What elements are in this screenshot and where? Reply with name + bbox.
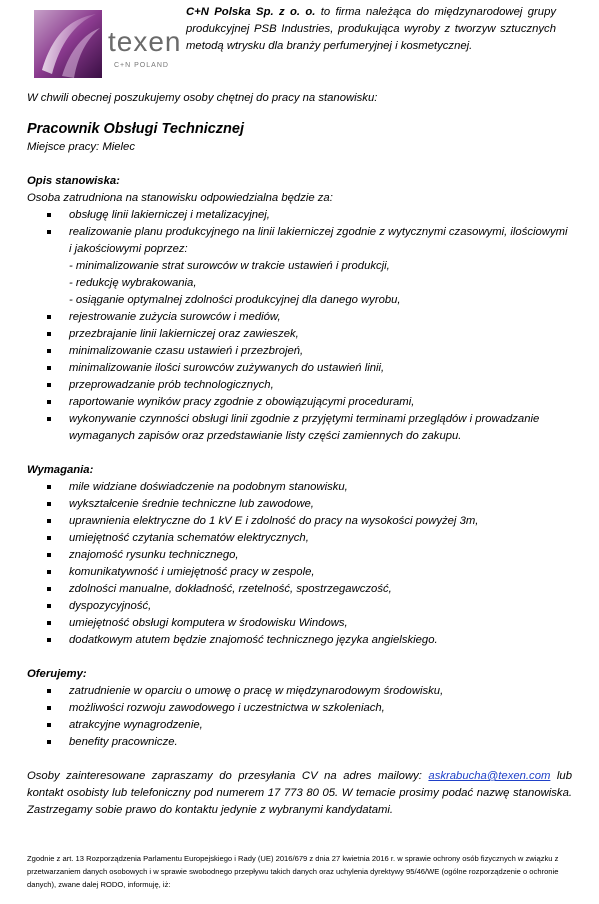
list-item — [27, 717, 572, 734]
bullet-icon — [47, 740, 51, 744]
list-item-text: zatrudnienie w oparciu o umowę o pracę w międzynarodowym środowisku, — [69, 685, 444, 697]
job-title: Pracownik Obsługi Technicznej — [27, 121, 245, 137]
list-item — [27, 700, 572, 717]
list-item — [27, 360, 572, 377]
bullet-icon — [47, 315, 51, 319]
list-item-text: mile widziane doświadczenie na podobnym stanowisku, — [69, 481, 348, 493]
list-item — [27, 564, 572, 581]
logo-wordmark: texen — [108, 26, 182, 57]
gdpr-footer: Zgodnie z art. 13 Rozporządzenia Parlamentu Europejskiego i Rady (UE) 2016/679 z dnia 27 kwietnia 2016 r. w sprawie ochrony osób fizycznych w związku z przetwarzaniem danych osobowych i w sprawie swobodnego przepływu takich danych oraz uchylenia dyrektywy 95/46/WE (ogólne rozporządzenie o ochronie danych), zwane dalej RODO, informuję, iż: — [27, 854, 559, 889]
bullet-icon — [47, 519, 51, 523]
list-subitem: - osiąganie optymalnej zdolności produkcyjnej dla danego wyrobu, — [69, 294, 401, 306]
list-item-text: wykonywanie czynności obsługi linii zgodnie z przyjętymi terminami przeglądów i prowadzanie wymaganych zapisów oraz przedstawianie listy części zamiennych do zakupu. — [69, 413, 540, 442]
description-list — [27, 207, 572, 445]
bullet-icon — [47, 621, 51, 625]
list-item-text: zdolności manualne, dokładność, rzetelność, spostrzegawczość, — [69, 583, 392, 595]
list-item — [27, 632, 572, 649]
list-item — [27, 530, 572, 547]
contact-text-after: lub kontakt osobisty lub telefoniczny pod numerem 17 773 80 05. W temacie prosimy podać nazwę stanowiska. Zastrzegamy sobie prawo do kontaktu jedynie z wybranymi kandydatami. — [27, 770, 572, 816]
offer-list — [27, 683, 572, 751]
list-item — [27, 207, 572, 224]
bullet-icon — [47, 366, 51, 370]
list-item-text: raportowanie wyników pracy zgodnie z obowiązującymi procedurami, — [69, 396, 415, 408]
list-item-text: dodatkowym atutem będzie znajomość technicznego języka angielskiego. — [69, 634, 438, 646]
bullet-icon — [47, 723, 51, 727]
list-item — [27, 615, 572, 632]
logo-swoosh-icon — [34, 10, 102, 78]
logo-subtext: C+N POLAND — [114, 62, 169, 69]
bullet-icon — [47, 553, 51, 557]
company-intro — [186, 4, 556, 55]
list-item-text: rejestrowanie zużycia surowców i mediów, — [69, 311, 281, 323]
bullet-icon — [47, 587, 51, 591]
contact-email-link[interactable]: askrabucha@texen.com — [428, 770, 551, 782]
list-item — [27, 309, 572, 326]
list-item — [27, 394, 572, 411]
texen-logo — [34, 10, 182, 78]
list-item-text: benefity pracownicze. — [69, 736, 178, 748]
requirements-list — [27, 479, 572, 649]
contact-text-before: Osoby zainteresowane zapraszamy do przesyłania CV na adres mailowy: — [27, 770, 429, 782]
contact-paragraph — [27, 768, 572, 819]
list-item-text: umiejętność czytania schematów elektrycznych, — [69, 532, 309, 544]
list-item — [27, 598, 572, 615]
list-item-text: wykształcenie średnie techniczne lub zawodowe, — [69, 498, 314, 510]
list-item-text: realizowanie planu produkcyjnego na linii lakierniczej zgodnie z wytycznymi czasowymi, ilościowymi i jakościowymi poprzez: — [69, 226, 568, 255]
offer-heading: Oferujemy: — [27, 668, 87, 680]
list-item — [27, 683, 572, 700]
list-item-text: dyspozycyjność, — [69, 600, 152, 612]
list-item-text: możliwości rozwoju zawodowego i uczestnictwa w szkoleniach, — [69, 702, 385, 714]
bullet-icon — [47, 706, 51, 710]
header — [0, 0, 599, 90]
bullet-icon — [47, 604, 51, 608]
list-item-text: komunikatywność i umiejętność pracy w zespole, — [69, 566, 315, 578]
company-intro-text: to firma należąca do międzynarodowej grupy produkcyjnej PSB Industries, produkująca wyroby z tworzyw sztucznych metodą wtrysku dla branży perfumeryjnej i kosmetycznej. — [186, 6, 556, 52]
bullet-icon — [47, 689, 51, 693]
job-location: Miejsce pracy: Mielec — [27, 141, 135, 153]
list-item-text: przeprowadzanie prób technologicznych, — [69, 379, 274, 391]
list-item-text: umiejętność obsługi komputera w środowisku Windows, — [69, 617, 348, 629]
list-item — [27, 513, 572, 530]
bullet-icon — [47, 383, 51, 387]
list-item-text: przezbrajanie linii lakierniczej oraz zawieszek, — [69, 328, 299, 340]
list-item-text: uprawnienia elektryczne do 1 kV E i zdolność do pracy na wysokości powyżej 3m, — [69, 515, 479, 527]
list-item — [27, 581, 572, 598]
bullet-icon — [47, 417, 51, 421]
list-item-text: znajomość rysunku technicznego, — [69, 549, 239, 561]
list-item-text: minimalizowanie ilości surowców zużywanych do ustawień linii, — [69, 362, 385, 374]
list-item — [27, 343, 572, 360]
list-subitem: - redukcję wybrakowania, — [69, 277, 197, 289]
list-item — [27, 377, 572, 394]
list-item-text: minimalizowanie czasu ustawień i przezbrojeń, — [69, 345, 304, 357]
list-subitem: - minimalizowanie strat surowców w trakcie ustawień i produkcji, — [69, 260, 390, 272]
bullet-icon — [47, 502, 51, 506]
job-posting — [27, 90, 572, 819]
list-item — [27, 496, 572, 513]
bullet-icon — [47, 536, 51, 540]
bullet-icon — [47, 638, 51, 642]
bullet-icon — [47, 213, 51, 217]
bullet-icon — [47, 332, 51, 336]
bullet-icon — [47, 349, 51, 353]
bullet-icon — [47, 485, 51, 489]
description-heading: Opis stanowiska: — [27, 175, 120, 187]
bullet-icon — [47, 230, 51, 234]
bullet-icon — [47, 570, 51, 574]
list-item — [27, 734, 572, 751]
company-name: C+N Polska Sp. z o. o. — [186, 6, 316, 18]
list-item — [27, 547, 572, 564]
list-item — [27, 479, 572, 496]
list-item-text: obsługę linii lakierniczej i metalizacyjnej, — [69, 209, 270, 221]
bullet-icon — [47, 400, 51, 404]
list-item — [27, 411, 572, 445]
lead-text: W chwili obecnej poszukujemy osoby chętnej do pracy na stanowisku: — [27, 92, 378, 104]
list-item-text: atrakcyjne wynagrodzenie, — [69, 719, 203, 731]
requirements-heading: Wymagania: — [27, 464, 94, 476]
list-item — [27, 224, 572, 309]
description-intro: Osoba zatrudniona na stanowisku odpowiedzialna będzie za: — [27, 192, 333, 204]
list-item — [27, 326, 572, 343]
